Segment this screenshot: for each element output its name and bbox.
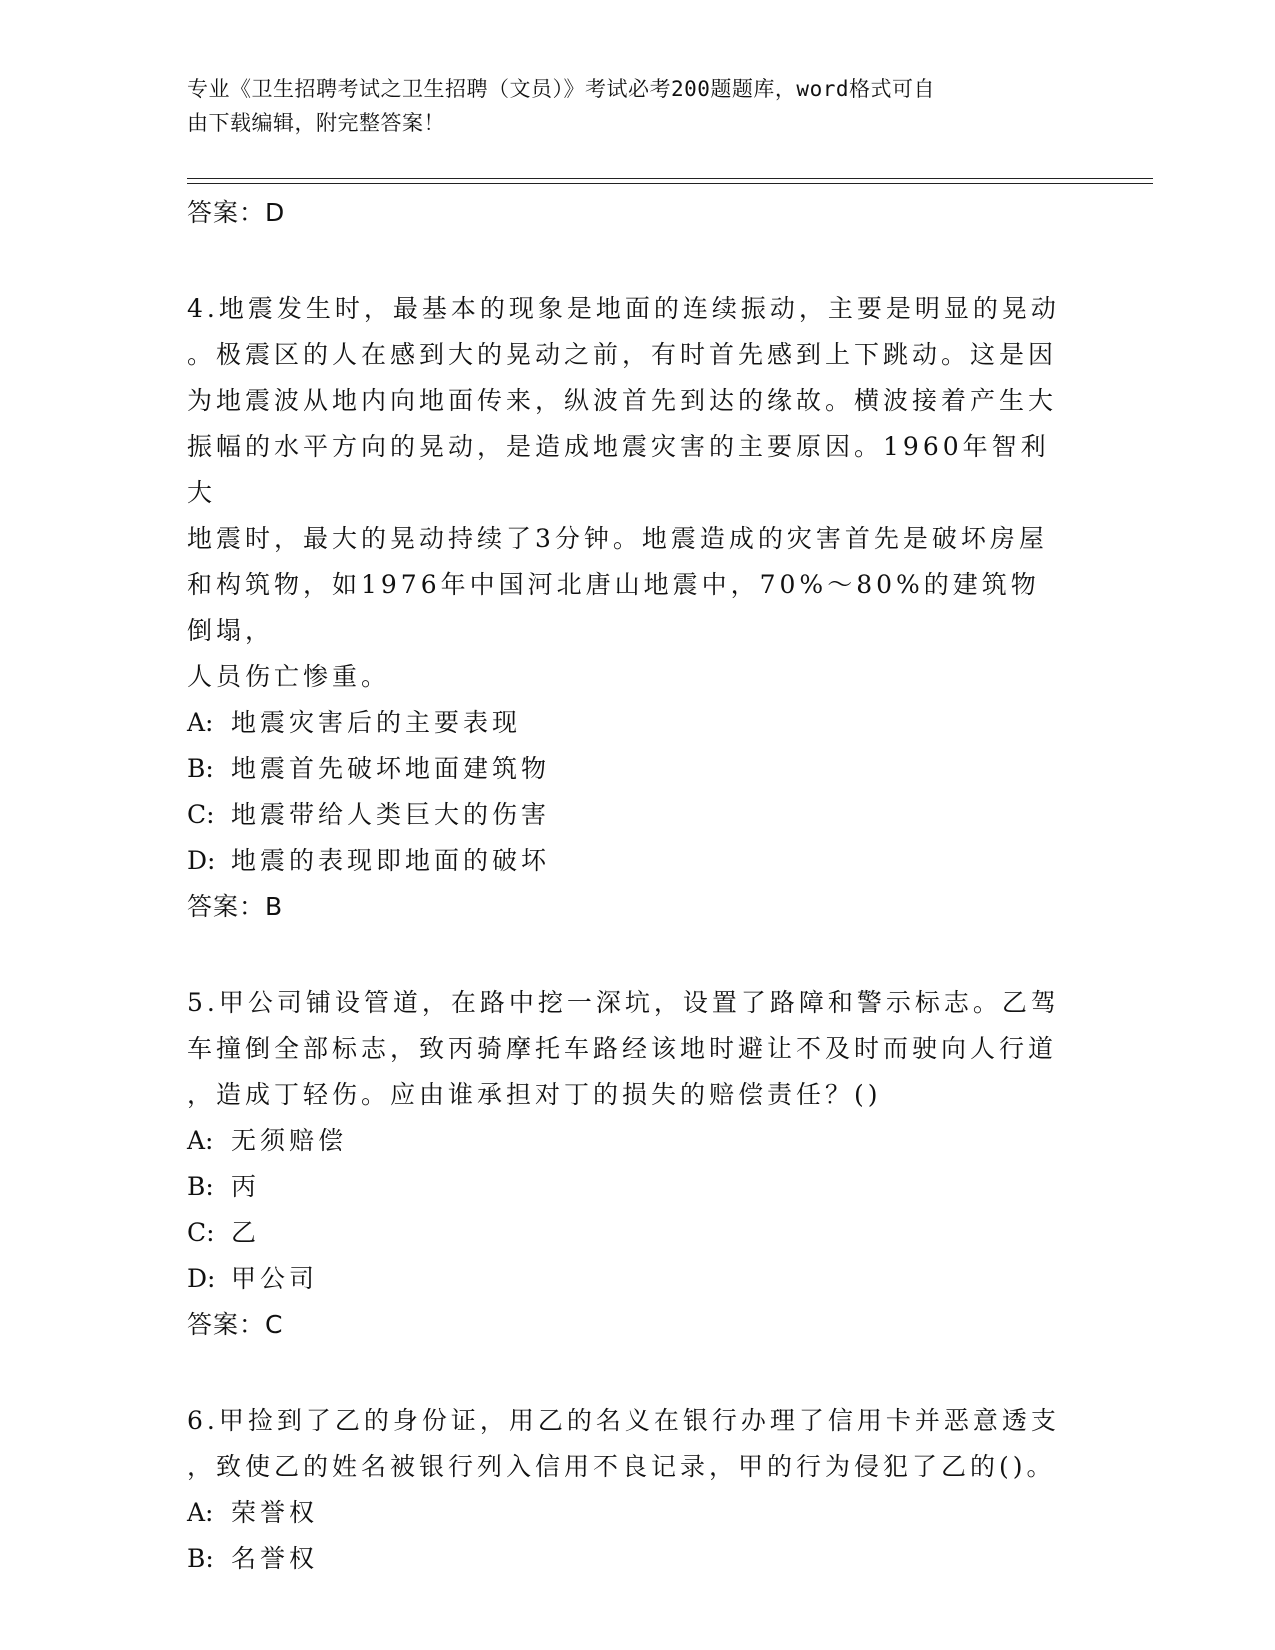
option-b [187, 1164, 1067, 1210]
question-stem [187, 980, 1067, 1118]
option-text: 地震灾害后的主要表现 [231, 708, 522, 737]
question-stem [187, 1398, 1067, 1490]
option-a [187, 1490, 1067, 1536]
question-block-4 [187, 286, 1067, 930]
answer-line: 答案：B [187, 892, 284, 921]
option-b [187, 746, 1067, 792]
option-c [187, 1210, 1067, 1256]
option-letter: D: [187, 846, 216, 875]
option-d [187, 1256, 1067, 1302]
header-line-2: 由下载编辑，附完整答案！ [187, 111, 445, 135]
option-letter: B: [187, 1172, 214, 1201]
question-block-6 [187, 1398, 1067, 1582]
stem-line: 地震时，最大的晃动持续了3分钟。地震造成的灾害首先是破坏房屋 [187, 524, 1048, 553]
option-text: 乙 [231, 1218, 261, 1247]
stem-line: 4.地震发生时，最基本的现象是地面的连续振动，主要是明显的晃动 [187, 294, 1060, 323]
header-line-1: 专业《卫生招聘考试之卫生招聘（文员）》考试必考200题题库，word格式可自 [187, 77, 935, 101]
option-text: 地震带给人类巨大的伤害 [231, 800, 551, 829]
option-letter: B: [187, 1544, 214, 1573]
option-text: 地震的表现即地面的破坏 [231, 846, 551, 875]
option-text: 荣誉权 [231, 1498, 319, 1527]
stem-line: 6.甲捡到了乙的身份证，用乙的名义在银行办理了信用卡并恶意透支 [187, 1406, 1060, 1435]
answer-line: 答案：D [187, 198, 286, 227]
header-divider-top [187, 178, 1153, 179]
option-text: 无须赔偿 [231, 1126, 348, 1155]
option-letter: C: [187, 1218, 215, 1247]
header-divider-bottom [187, 183, 1153, 184]
question-stem [187, 286, 1067, 700]
document-body [187, 190, 1067, 1582]
option-text: 名誉权 [231, 1544, 319, 1573]
stem-line: 振幅的水平方向的晃动，是造成地震灾害的主要原因。1960年智利大 [187, 432, 1050, 507]
option-letter: A: [187, 708, 214, 737]
stem-line: 。极震区的人在感到大的晃动之前，有时首先感到上下跳动。这是因 [187, 340, 1058, 369]
option-c [187, 792, 1067, 838]
option-text: 甲公司 [231, 1264, 319, 1293]
stem-line: 人员伤亡惨重。 [187, 662, 391, 691]
option-letter: A: [187, 1126, 214, 1155]
option-letter: B: [187, 754, 214, 783]
option-a [187, 1118, 1067, 1164]
answer-line: 答案：C [187, 1310, 284, 1339]
option-letter: D: [187, 1264, 216, 1293]
option-d [187, 838, 1067, 884]
option-b [187, 1536, 1067, 1582]
stem-line: ，致使乙的姓名被银行列入信用不良记录，甲的行为侵犯了乙的()。 [187, 1452, 1056, 1481]
question-block-5 [187, 980, 1067, 1348]
option-text: 丙 [231, 1172, 261, 1201]
stem-line: 5.甲公司铺设管道，在路中挖一深坑，设置了路障和警示标志。乙驾 [187, 988, 1060, 1017]
stem-line: ，造成丁轻伤。应由谁承担对丁的损失的赔偿责任？() [187, 1080, 882, 1109]
option-letter: C: [187, 800, 215, 829]
stem-line: 车撞倒全部标志，致丙骑摩托车路经该地时避让不及时而驶向人行道 [187, 1034, 1058, 1063]
option-letter: A: [187, 1498, 214, 1527]
stem-line: 为地震波从地内向地面传来，纵波首先到达的缘故。横波接着产生大 [187, 386, 1058, 415]
document-header [187, 72, 1067, 140]
stem-line: 和构筑物，如1976年中国河北唐山地震中，70%～80%的建筑物倒塌， [187, 570, 1040, 645]
option-a [187, 700, 1067, 746]
option-text: 地震首先破坏地面建筑物 [231, 754, 551, 783]
